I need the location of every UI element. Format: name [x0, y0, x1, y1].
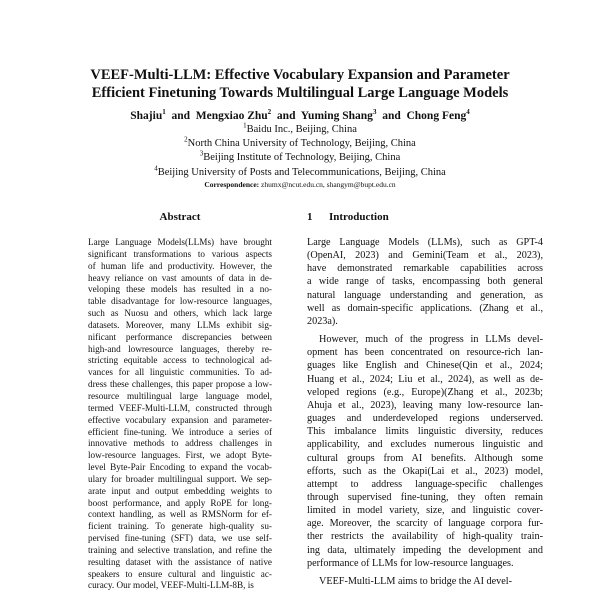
intro-line: natural language understanding and generation, as: [307, 289, 543, 301]
abstract-line: Large Language Models(LLMs) have brought: [88, 237, 272, 247]
abstract-line: significant transformations to various aspects: [88, 248, 272, 259]
introduction-body: [307, 236, 543, 593]
affiliation-text: Beijing University of Posts and Telecommunications, Beijing, China: [157, 166, 446, 178]
correspondence: [40, 180, 560, 190]
abstract-line: nificant performance discrepancies between: [88, 331, 272, 342]
author-mark: 3: [372, 108, 377, 117]
intro-paragraph: [307, 236, 543, 328]
affiliation-mark: 1: [243, 121, 247, 130]
intro-paragraph: [307, 333, 543, 570]
affiliation-list: [40, 123, 560, 180]
intro-line: 2023a).: [307, 315, 338, 327]
affiliation-mark: 2: [184, 135, 188, 144]
abstract-body: [88, 237, 272, 592]
intro-line: a wide range of tasks, encompassing both general: [307, 276, 543, 288]
intro-line: efforts, such as the Okapi(Lai et al., 2023) model,: [307, 465, 543, 477]
intro-line: VEEF-Multi-LLM aims to bridge the AI devel-: [319, 575, 512, 587]
affiliation: [40, 123, 560, 137]
intro-line: have demonstrated remarkable capabilities across: [307, 263, 543, 275]
abstract-line: dress these challenges, this paper propose a low-: [88, 379, 272, 390]
author-name: Yuming Shang: [300, 110, 373, 122]
abstract-line: resource multilingual large language model,: [88, 390, 272, 401]
title-line: VEEF-Multi-LLM: Effective Vocabulary Expansion and Parameter: [90, 67, 510, 83]
abstract-line: training and selective translation, and refine the: [88, 544, 272, 555]
affiliation-mark: 3: [199, 149, 204, 158]
intro-line: Large Language Models (LLMs), such as GPT-4: [307, 237, 543, 248]
title-line: Efficient Finetuning Towards Multilingual Large Language Models: [91, 85, 509, 101]
abstract-line: of human life and productivity. However, the: [88, 260, 272, 271]
affiliation: [40, 137, 560, 151]
author-mark: 1: [162, 108, 166, 117]
abstract-line: efficient fine-tuning. We introduce a series of: [88, 426, 272, 437]
abstract-line: vances for all linguistic communities. To ad-: [88, 367, 272, 378]
author-separator: and: [382, 110, 401, 122]
affiliation-text: North China University of Technology, Beijing, China: [187, 138, 416, 150]
intro-line: performance of LLMs for low-resource languages.: [307, 557, 514, 569]
abstract-line: pervised fine-tuning (SFT) data, we use self-: [88, 533, 272, 544]
author-separator: and: [276, 110, 296, 122]
author-name: Mengxiao Zhu: [195, 110, 268, 122]
abstract-line: termed VEEF-Multi-LLM, constructed through: [88, 402, 272, 413]
affiliation-text: Baidu Inc., Beijing, China: [246, 124, 357, 135]
introduction-heading: [307, 211, 389, 223]
intro-line: However, much of the progress in LLMs devel-: [319, 334, 543, 346]
intro-line: through supervised fine-tuning, they often remain: [307, 491, 543, 503]
author-list: [40, 109, 560, 123]
abstract-line: context handling, as well as RMSNorm for ef-: [88, 509, 272, 520]
intro-line: attempt to address language-specific challenges: [307, 478, 543, 490]
intro-line: Huang et al., 2024; Liu et al., 2024), as well as de-: [307, 373, 543, 385]
abstract-line: datasets. Moreover, many LLMs exhibit sig-: [88, 319, 272, 330]
abstract-line: ficient training. To generate high-quality su-: [88, 521, 272, 532]
intro-line: guages like English and Chinese(Qin et al., 2024;: [307, 360, 543, 372]
section-title: Introduction: [329, 211, 389, 223]
abstract-line: table disadvantage for low-resource languages,: [88, 296, 272, 307]
abstract-line: stricting equitable access to technological ad-: [88, 355, 272, 366]
abstract-line: curacy. Our model, VEEF-Multi-LLM-8B, is: [88, 580, 254, 591]
intro-line: Ahuja et al., 2023), leaving many low-resource lan-: [307, 399, 543, 411]
abstract-line: level Byte-Pair Encoding to expand the vocab-: [88, 462, 272, 473]
author-mark: 4: [466, 108, 470, 117]
correspondence-emails: zhumx@ncut.edu.cn, shangym@bupt.edu.cn: [261, 180, 396, 189]
author-separator: and: [171, 110, 191, 122]
author-name: Chong Feng: [406, 110, 467, 122]
abstract-line: resulting dataset with the assistance of native: [88, 556, 272, 567]
abstract-line: effective vocabulary expansion and parameter-: [88, 414, 272, 425]
intro-line: opment has been concentrated on resource-rich lan-: [307, 347, 543, 359]
intro-line: (OpenAI, 2023) and Gemini(Team et al., 2023),: [307, 250, 543, 262]
correspondence-label: Correspondence:: [204, 180, 260, 189]
intro-line: applicability, and excludes numerous linguistic and: [307, 439, 543, 451]
abstract-line: low-resource languages. First, we adopt Byte-: [88, 450, 272, 461]
abstract-line: heavy reliance on vast amounts of data in de-: [88, 272, 272, 283]
abstract-line: high-and lowresource languages, thereby re-: [88, 343, 272, 354]
abstract-line: speakers to ensure cultural and linguistic ac-: [88, 568, 272, 579]
intro-line: guages and underdeveloped regions underserved.: [307, 413, 543, 425]
paper-title: [40, 66, 560, 102]
affiliation-mark: 4: [154, 164, 158, 173]
intro-line: limited in model variety, size, and linguistic cover-: [307, 505, 543, 517]
intro-line: veloped regions (e.g., Europe)(Zhang et al., 2023b;: [307, 386, 543, 398]
intro-line: ther restricts the availability of high-quality train-: [307, 531, 543, 543]
abstract-heading: Abstract: [159, 211, 201, 223]
abstract-line: arate input and output embedding weights to: [88, 485, 272, 496]
intro-paragraph: [307, 575, 543, 588]
affiliation: [40, 166, 560, 180]
author-name: Shajiu: [130, 110, 163, 122]
affiliation-text: Beijing Institute of Technology, Beijing, China: [203, 152, 401, 164]
abstract-line: innovative methods to address challenges in: [88, 438, 272, 449]
intro-line: cultural groups from AI benefits. Although some: [307, 452, 543, 464]
abstract-line: veloping these models has resulted in a no-: [88, 284, 272, 295]
abstract-line: such as Nuosu and others, which lack large: [88, 308, 272, 319]
intro-line: ing data, ultimately impeding the development and: [307, 544, 543, 556]
intro-line: age. Moreover, the scarcity of language corpora fur-: [307, 518, 543, 530]
affiliation: [40, 151, 560, 165]
author-mark: 2: [267, 108, 272, 117]
abstract-line: boost performance, and apply RoPE for long-: [88, 497, 272, 508]
intro-line: This imbalance limits linguistic diversity, reduces: [307, 426, 543, 438]
intro-line: well as domain-specific applications. (Zhang et al.,: [307, 302, 543, 314]
section-number: 1: [307, 211, 313, 223]
abstract-line: ulary for broader multilingual support. We sep-: [88, 473, 272, 484]
